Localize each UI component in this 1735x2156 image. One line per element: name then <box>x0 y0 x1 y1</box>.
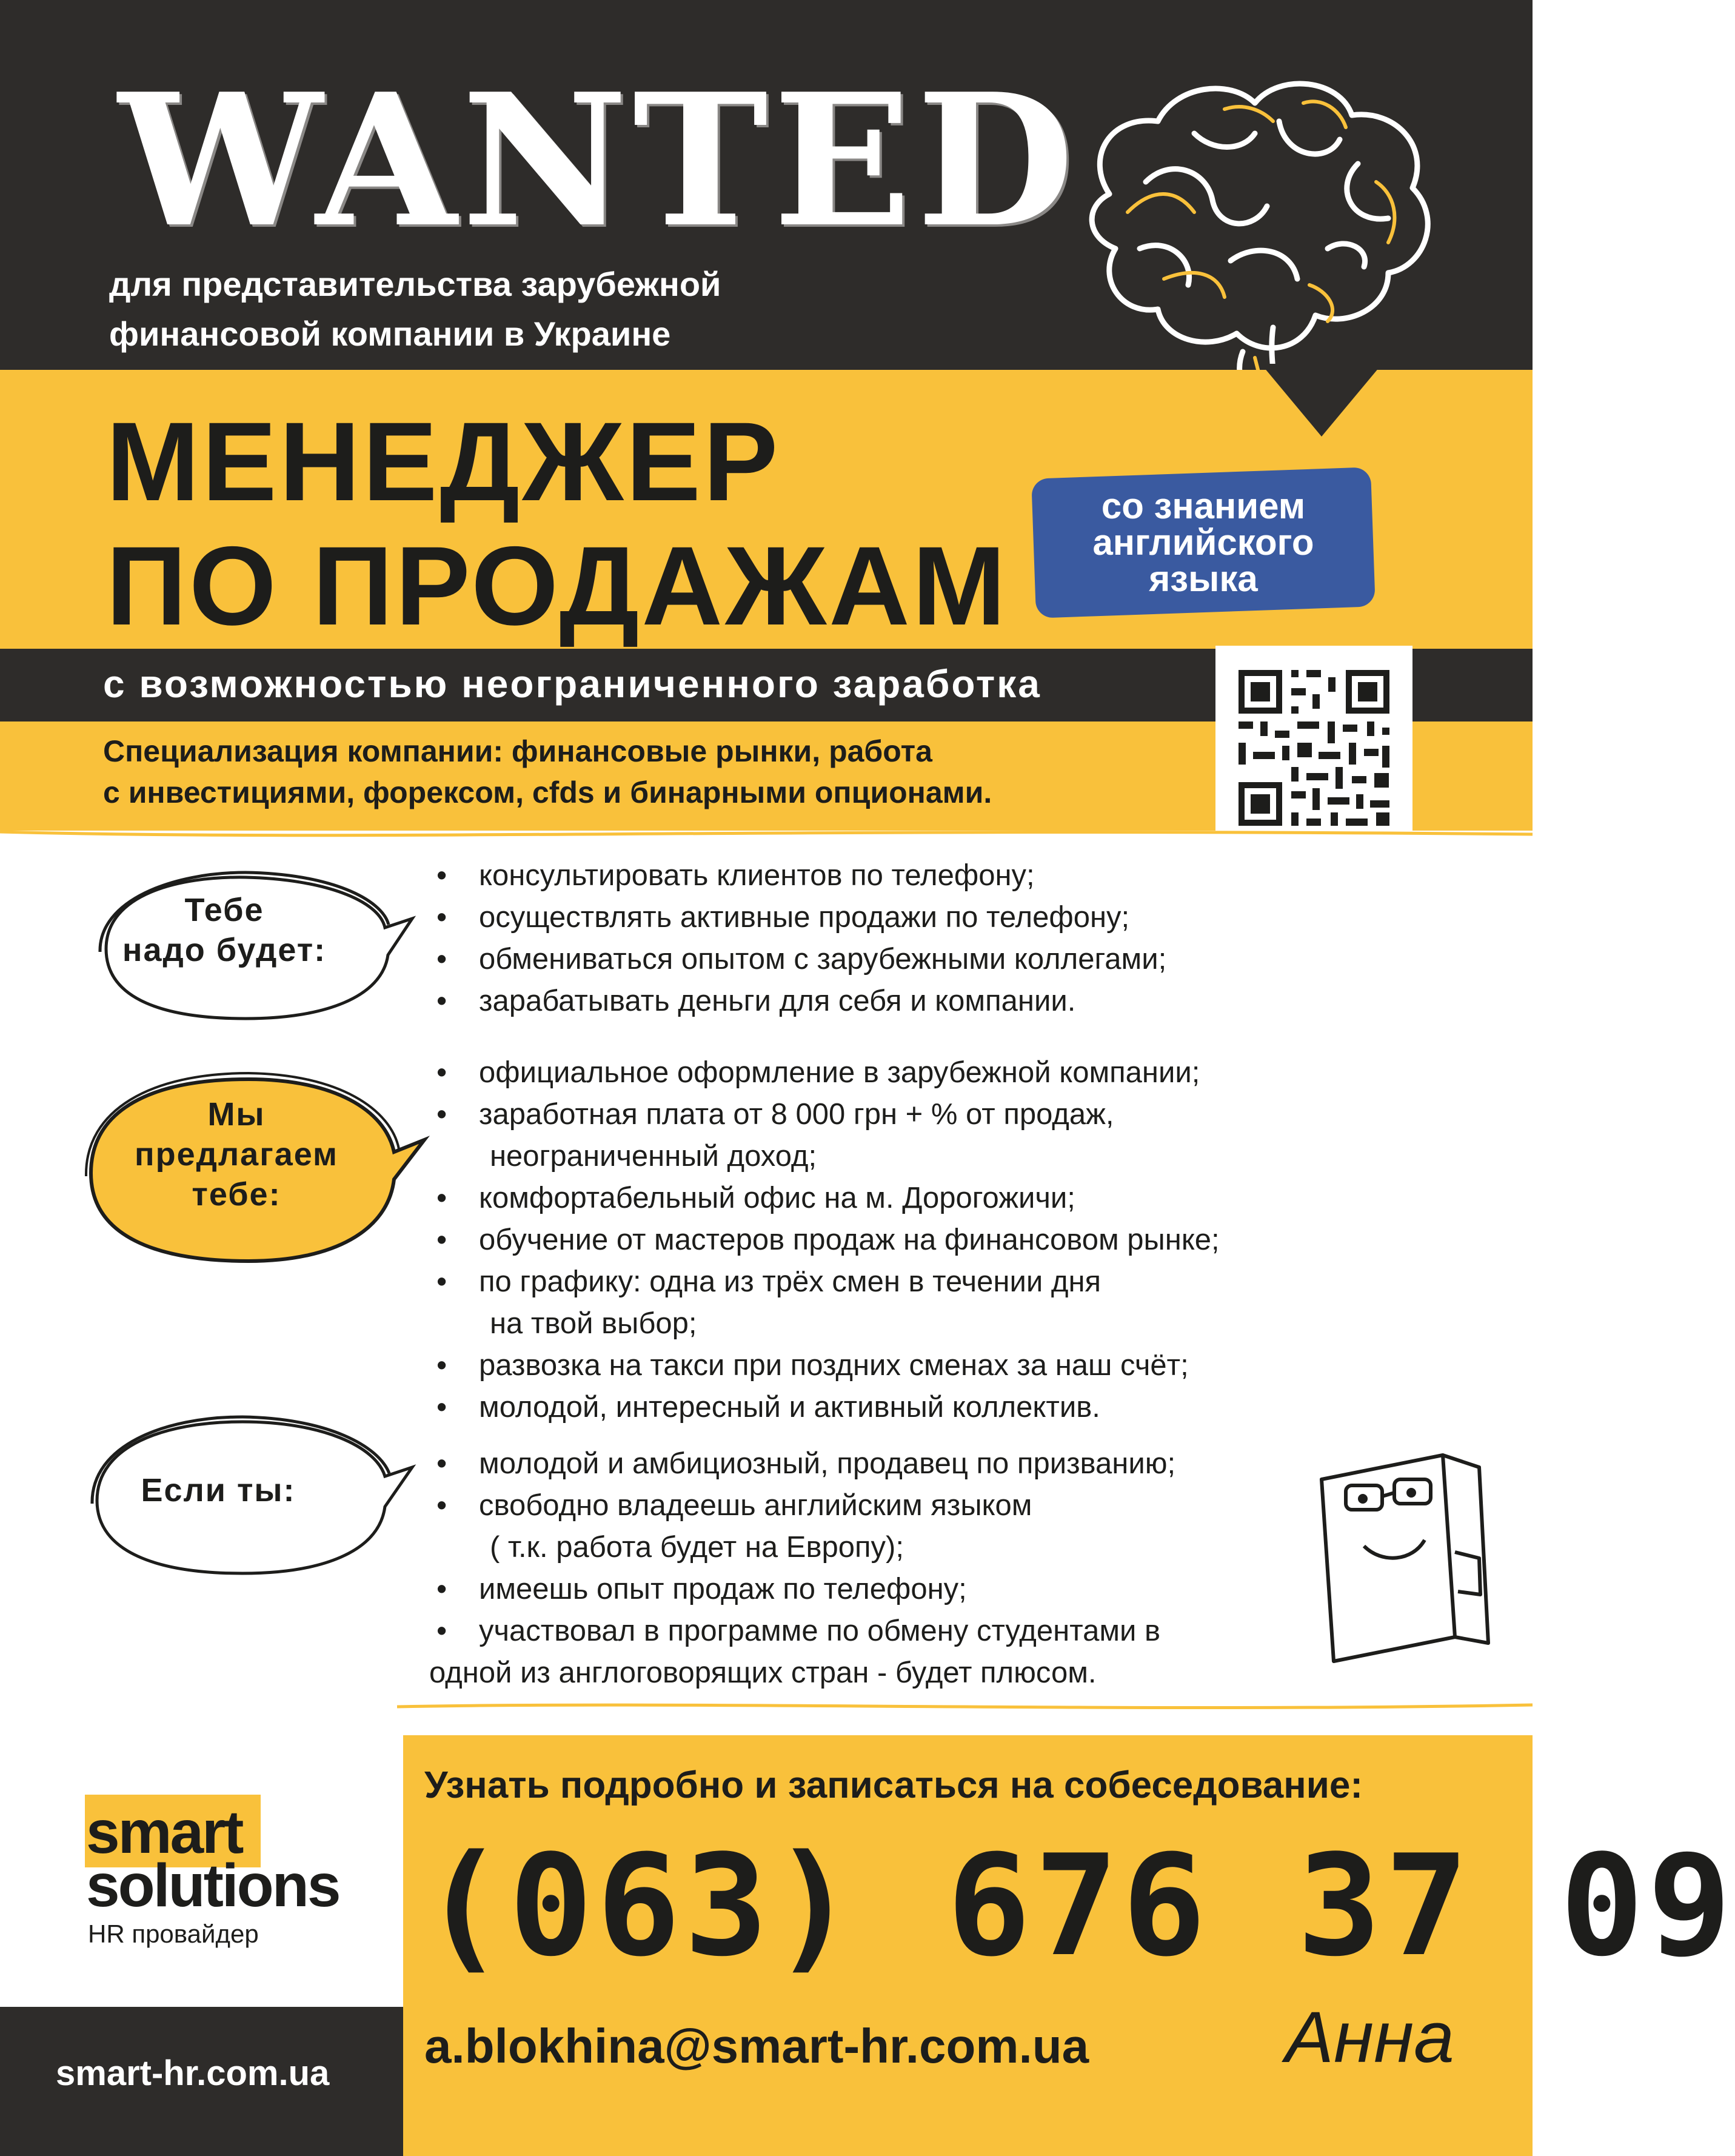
offer-label <box>100 1094 373 1214</box>
duties-label <box>97 890 352 970</box>
requirements-label: Если ты: <box>141 1472 296 1508</box>
list-item: • имеешь опыт продаж по телефону; <box>429 1568 1326 1610</box>
job-title-line2: ПО ПРОДАЖАМ <box>106 524 1008 649</box>
list-item-continuation: неограниченный доход; <box>490 1140 817 1173</box>
list-item: • обучение от мастеров продаж на финансовом рынке; <box>429 1219 1490 1261</box>
contact-name: Анна <box>1285 1997 1454 2078</box>
logo-tagline: HR провайдер <box>88 1920 259 1948</box>
list-item: • по графику: одна из трёх смен в течении дня <box>429 1261 1490 1303</box>
list-item: • осуществлять активные продажи по телефону; <box>429 897 1460 939</box>
specialization-text: Специализация компании: финансовые рынки, работа с инвестициями, форексом, cfds и бинарными опционами. <box>103 734 992 809</box>
list-item-continuation: ( т.к. работа будет на Европу); <box>490 1531 904 1564</box>
header-subtitle: для представительства зарубежной финансовой компании в Украине <box>109 265 721 353</box>
list-item-continuation: на твой выбор; <box>490 1307 697 1340</box>
qr-code[interactable] <box>1215 646 1412 849</box>
wanted-headline: WANTED <box>118 53 1079 267</box>
offer-list <box>429 1052 1490 1428</box>
email-link[interactable]: a.blokhina@smart-hr.com.ua <box>424 2019 1089 2073</box>
list-item: • зарабатывать деньги для себя и компании. <box>429 980 1460 1022</box>
phone-mascot-icon <box>1309 1443 1503 1673</box>
divider-line <box>0 825 1533 843</box>
divider-line <box>397 1698 1533 1716</box>
offer-label-line1: Мы <box>207 1096 266 1133</box>
phone-number[interactable]: (063) 676 37 09 <box>421 1826 1735 1987</box>
earnings-strip-text: с возможностью неограниченного заработка <box>103 662 1041 706</box>
list-item: • участвовал в программе по обмену студентами в <box>429 1610 1326 1652</box>
contact-heading: Узнать подробно и записаться на собеседование: <box>424 1764 1363 1806</box>
list-item: • официальное оформление в зарубежной компании; <box>429 1052 1490 1094</box>
list-item: • заработная плата от 8 000 грн + % от продаж, <box>429 1094 1490 1136</box>
list-item: • молодой, интересный и активный коллектив. <box>429 1387 1490 1428</box>
duties-label-line2: надо будет: <box>122 932 327 968</box>
requirements-list <box>429 1443 1326 1694</box>
list-item: • консультировать клиентов по телефону; <box>429 855 1460 897</box>
website-link[interactable]: smart-hr.com.ua <box>56 2054 330 2093</box>
offer-label-line3: тебе: <box>192 1176 281 1213</box>
list-item-continuation: одной из англоговорящих стран - будет плюсом. <box>429 1656 1097 1689</box>
duties-label-line1: Тебе <box>184 892 264 928</box>
list-item: • обмениваться опытом с зарубежными коллегами; <box>429 939 1460 980</box>
list-item: • свободно владеешь английским языком <box>429 1485 1326 1527</box>
job-title-line1: МЕНЕДЖЕР <box>106 400 781 524</box>
list-item: • комфортабельный офис на м. Дорогожичи; <box>429 1177 1490 1219</box>
list-item: • развозка на такси при поздних сменах за наш счёт; <box>429 1345 1490 1387</box>
speech-pointer <box>1261 364 1382 443</box>
job-title <box>106 400 1008 649</box>
list-item: • молодой и амбициозный, продавец по призванию; <box>429 1443 1326 1485</box>
english-badge-text: со знанием английского языка <box>1092 486 1314 599</box>
logo-word-solutions: solutions <box>86 1852 339 1920</box>
offer-label-line2: предлагаем <box>134 1136 339 1173</box>
duties-list <box>429 855 1460 1022</box>
logo-word-smart: smart <box>86 1798 242 1866</box>
